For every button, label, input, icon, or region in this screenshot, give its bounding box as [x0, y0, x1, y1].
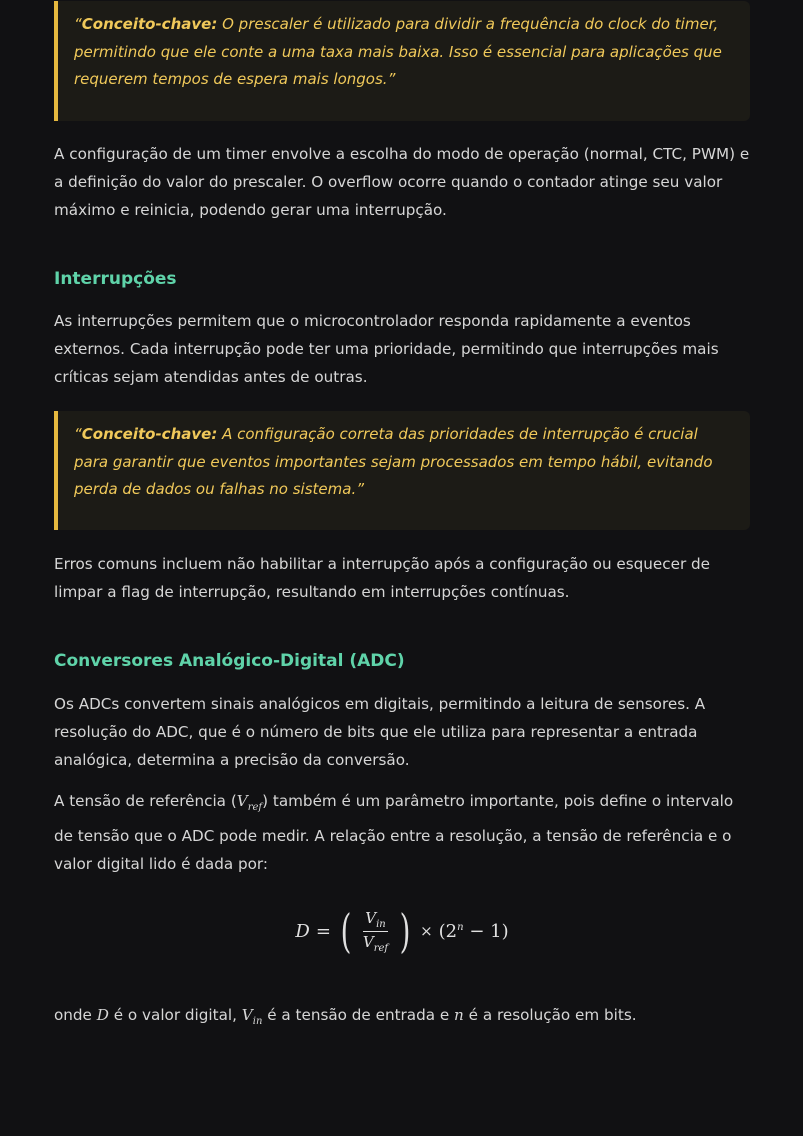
callout-text: A configuração correta das prioridades de interrupção é crucial para garantir que eventos importantes sejam processados em tempo hábil, evitando perda de dados ou falhas no sistema.	[74, 425, 713, 498]
formula-equals: =	[315, 920, 331, 942]
formula-left-paren: (	[340, 904, 352, 958]
vref-math: $V_{ref}$	[236, 792, 263, 813]
paragraph-where: onde D é o valor digital, $V_{in}$ é a tensão de entrada e n é a resolução em bits.	[54, 1006, 637, 1027]
close-quote: ”	[356, 480, 364, 498]
formula-times: ×	[420, 922, 433, 940]
key-concept-callout-priorities	[54, 411, 750, 530]
adc-formula	[54, 904, 750, 960]
vref-text-after: ) também é um parâmetro importante, pois define o intervalo de tensão que o ADC pode medir. A relação entre a resolução, a tensão de referência e o valor digital lido é dada por:	[54, 792, 734, 873]
callout-key-label: Conceito-chave:	[81, 15, 218, 33]
formula-power-term: (2$^n$ − 1)	[438, 920, 509, 942]
var-n: n	[454, 1006, 464, 1024]
var-vin: $V_{in}$	[241, 1006, 263, 1027]
formula-right-paren: )	[399, 904, 411, 958]
open-quote: “	[74, 425, 82, 443]
key-concept-callout-prescaler	[54, 1, 750, 121]
section-heading-adc: Conversores Analógico-Digital (ADC)	[54, 651, 405, 671]
callout-key-label: Conceito-chave:	[81, 425, 218, 443]
paragraph-common-errors: Erros comuns incluem não habilitar a interrupção após a configuração ou esquecer de limpar a flag de interrupção, resultando em interrupções contínuas.	[54, 555, 711, 601]
paragraph-interrupts: As interrupções permitem que o microcontrolador responda rapidamente a eventos externos. Cada interrupção pode ter uma prioridade, permitindo que interrupções mais críticas sejam atendidas antes de outras.	[54, 312, 719, 386]
formula-fraction: $\frac{V_{in}}{V_{ref}}$	[362, 908, 389, 954]
paragraph-timer-config: A configuração de um timer envolve a escolha do modo de operação (normal, CTC, PWM) e a definição do valor do prescaler. O overflow ocorre quando o contador atinge seu valor máximo e reinicia, podendo gerar uma interrupção.	[54, 145, 750, 219]
close-quote: ”	[387, 70, 396, 88]
formula-lhs: D	[295, 920, 310, 942]
open-quote: “	[74, 15, 82, 33]
callout-text: O prescaler é utilizado para dividir a frequência do clock do timer, permitindo que ele conte a uma taxa mais baixa. Isso é essencial para aplicações que requerem tempos de espera mais longos.	[74, 15, 722, 88]
var-d: D	[96, 1006, 109, 1024]
section-heading-interrupts: Interrupções	[54, 269, 177, 289]
paragraph-vref	[54, 787, 750, 878]
paragraph-adc: Os ADCs convertem sinais analógicos em digitais, permitindo a leitura de sensores. A resolução do ADC, que é o número de bits que ele utiliza para representar a entrada analógica, determina a precisão da conversão.	[54, 695, 706, 769]
vref-text-before: A tensão de referência (	[54, 792, 237, 810]
